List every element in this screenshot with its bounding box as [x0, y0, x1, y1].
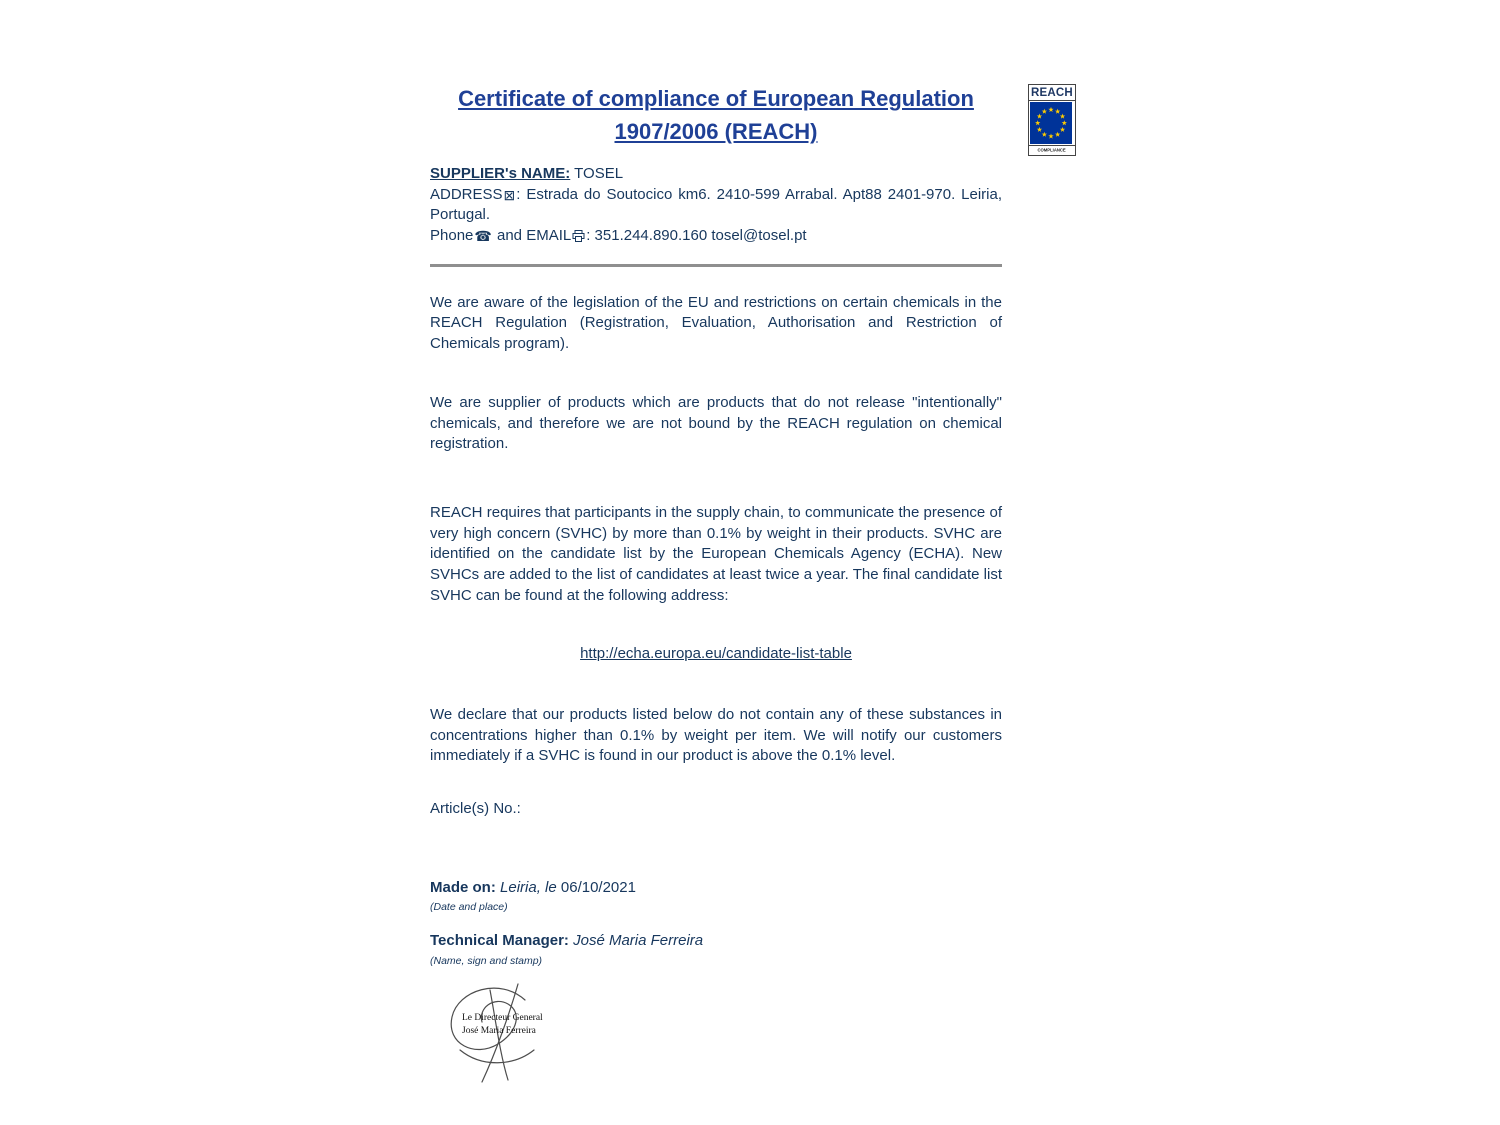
paragraph-supplier-statement: We are supplier of products which are products that do not release "intentionally" chemicals, and therefore we are not bound by the REACH regulation on chemical registration.	[430, 393, 1002, 453]
technical-manager-line	[430, 931, 1002, 952]
candidate-list-link[interactable]: http://echa.europa.eu/candidate-list-table	[580, 645, 852, 663]
document-title	[430, 82, 1002, 148]
supplier-address-line	[430, 185, 1002, 226]
document-content	[430, 82, 1002, 1092]
candidate-list-link-line	[430, 644, 1002, 665]
compliance-label: COMPLIANCE	[1037, 148, 1067, 153]
made-on-date: 06/10/2021	[556, 878, 636, 896]
reach-logo-compliance	[1029, 145, 1075, 155]
title-line-1: Certificate of compliance of European Regulation	[458, 86, 974, 111]
email-label: and EMAIL	[492, 227, 572, 245]
signature-stamp-text	[462, 1012, 543, 1038]
address-label: ADDRESS	[430, 185, 503, 203]
supplier-block	[430, 164, 1002, 247]
supplier-name-label: SUPPLIER's NAME:	[430, 165, 571, 182]
eu-flag-icon	[1029, 101, 1075, 145]
article-number-line: Article(s) No.:	[430, 800, 521, 818]
made-on-place: Leiria, le	[495, 878, 557, 896]
paragraph-eu-awareness: We are aware of the legislation of the EU and restrictions on certain chemicals in the REACH Regulation (Registration, Evaluation, Authorisation and Restriction of Chemicals program).	[430, 293, 1002, 353]
reach-logo-title: REACH	[1029, 85, 1075, 101]
technical-manager-label: Technical Manager:	[430, 931, 569, 949]
name-sign-note: (Name, sign and stamp)	[430, 954, 543, 967]
signature-text-line: Le Directeur General	[462, 1013, 543, 1024]
signature-text-line: José Maria Ferreira	[462, 1025, 536, 1036]
supplier-contact-line	[430, 226, 1002, 247]
technical-manager-name: José Maria Ferreira	[568, 931, 704, 949]
supplier-name-line	[430, 164, 1002, 185]
telephone-icon: ☎	[474, 228, 492, 245]
fax-icon	[571, 227, 586, 246]
contact-value: : 351.244.890.160 tosel@tosel.pt	[586, 227, 807, 245]
supplier-name-value: TOSEL	[570, 165, 624, 182]
made-on-label: Made on:	[430, 878, 496, 896]
reach-compliance-logo	[1028, 84, 1076, 156]
phone-label: Phone	[430, 227, 474, 245]
address-value: : Estrada do Soutocico km6. 2410-599 Arrabal. Apt88 2401-970. Leiria, Portugal.	[430, 185, 1002, 224]
made-on-line	[430, 878, 1002, 899]
title-line-2: 1907/2006 (REACH)	[614, 119, 818, 144]
paragraph-reach-requirements: REACH requires that participants in the supply chain, to communicate the presence of very high concern (SVHC) by more than 0.1% by weight in their products. SVHC are identified on the candidate list by the European Chemicals Agency (ECHA). New SVHCs are added to the list of candidates at least twice a year. The final candidate list SVHC can be found at the following address:	[430, 503, 1002, 604]
envelope-icon: ⊠	[503, 186, 516, 203]
section-divider	[430, 264, 1002, 267]
paragraph-declaration: We declare that our products listed below do not contain any of these substances in concentrations higher than 0.1% by weight per item. We will notify our customers immediately if a SVHC is found in our product is above the 0.1% level.	[430, 706, 1002, 765]
date-place-note: (Date and place)	[430, 901, 508, 914]
signature-block	[430, 982, 620, 1092]
